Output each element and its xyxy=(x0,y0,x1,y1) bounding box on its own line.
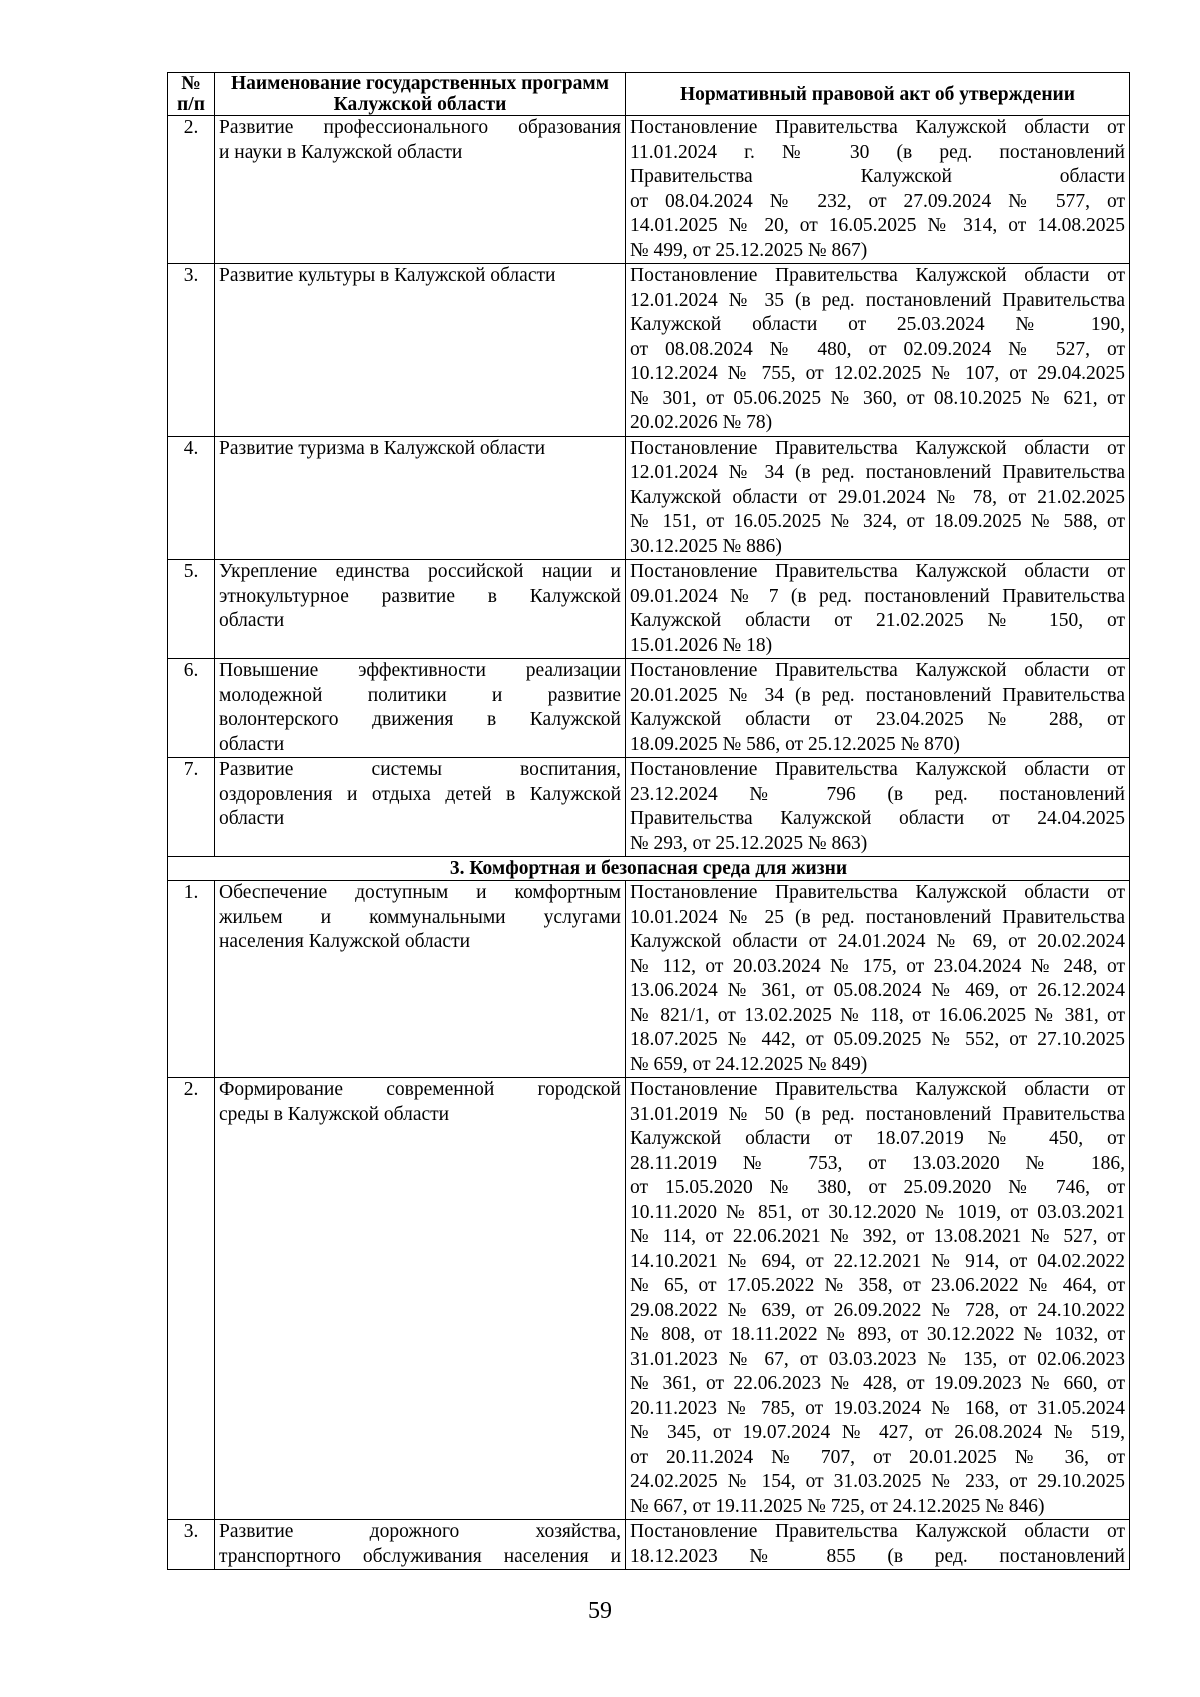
program-name-line: Развитие культуры в Калужской области xyxy=(219,265,556,286)
program-name-line: Развитие системы воспитания, xyxy=(219,759,621,780)
header-act xyxy=(626,73,1130,116)
legal-act-line: 23.12.2024 № 796 (в ред. постановлений xyxy=(630,783,1125,805)
program-name xyxy=(215,436,626,560)
table-row xyxy=(168,436,1130,560)
program-name xyxy=(215,1078,626,1520)
row-number: 2. xyxy=(168,116,215,264)
legal-act-line: 12.01.2024 № 34 (в ред. постановлений Правительства xyxy=(630,462,1125,483)
legal-act-line: 31.01.2019 № 50 (в ред. постановлений Правительства xyxy=(630,1103,1125,1125)
legal-act-line: Постановление Правительства Калужской области от xyxy=(630,1521,1125,1542)
document-page xyxy=(167,72,1129,1570)
program-name xyxy=(215,1520,626,1570)
legal-act-line: 14.01.2025 № 20, от 16.05.2025 № 314, от 14.08.2025 xyxy=(630,215,1125,236)
legal-act xyxy=(626,659,1130,758)
legal-act-line: 18.12.2023 № 855 (в ред. постановлений xyxy=(630,1545,1125,1567)
legal-act xyxy=(626,264,1130,437)
legal-act-line: Калужской области от 21.02.2025 № 150, от xyxy=(630,610,1125,631)
legal-act-line: Постановление Правительства Калужской области от xyxy=(630,561,1125,582)
legal-act-line: от 20.11.2024 № 707, от 20.01.2025 № 36, от xyxy=(630,1446,1125,1468)
legal-act-line: № 293, от 25.12.2025 № 863) xyxy=(630,832,868,854)
program-name xyxy=(215,116,626,264)
program-name xyxy=(215,758,626,857)
program-name-line: среды в Калужской области xyxy=(219,1103,450,1125)
program-name xyxy=(215,659,626,758)
legal-act-line: № 808, от 18.11.2022 № 893, от 30.12.2022 № 1032, от xyxy=(630,1324,1125,1345)
table-header-row xyxy=(168,73,1130,116)
program-name-line: населения Калужской области xyxy=(219,931,471,952)
program-name-line: транспортного обслуживания населения и xyxy=(219,1545,621,1567)
row-number: 3. xyxy=(168,264,215,437)
header-name-label: Наименование государственных программ Калужской области xyxy=(231,73,609,115)
program-name xyxy=(215,560,626,659)
legal-act xyxy=(626,881,1130,1078)
legal-act xyxy=(626,436,1130,560)
row-number: 6. xyxy=(168,659,215,758)
legal-act-line: № 151, от 16.05.2025 № 324, от 18.09.2025 № 588, от xyxy=(630,511,1125,532)
program-name xyxy=(215,881,626,1078)
program-name-line: оздоровления и отдыха детей в Калужской xyxy=(219,783,621,805)
legal-act-line: Постановление Правительства Калужской области от xyxy=(630,660,1125,681)
legal-act-line: Постановление Правительства Калужской области от xyxy=(630,265,1125,286)
legal-act-line: 20.02.2026 № 78) xyxy=(630,412,773,433)
program-name-line: области xyxy=(219,610,285,631)
table-row xyxy=(168,1520,1130,1570)
legal-act-line: 14.10.2021 № 694, от 22.12.2021 № 914, от 04.02.2022 xyxy=(630,1250,1125,1272)
program-name-line: области xyxy=(219,733,285,755)
legal-act-line: № 361, от 22.06.2023 № 428, от 19.09.2023 № 660, от xyxy=(630,1373,1125,1394)
legal-act-line: 31.01.2023 № 67, от 03.03.2023 № 135, от 02.06.2023 xyxy=(630,1348,1125,1370)
header-num xyxy=(168,73,215,116)
legal-act-line: Постановление Правительства Калужской области от xyxy=(630,759,1125,780)
program-name-line: молодежной политики и развитие xyxy=(219,684,621,706)
legal-act-line: № 345, от 19.07.2024 № 427, от 26.08.2024 № 519, xyxy=(630,1422,1125,1443)
legal-act xyxy=(626,1520,1130,1570)
row-number: 4. xyxy=(168,436,215,560)
legal-act-line: Правительства Калужской области xyxy=(630,166,1125,187)
legal-act-line: Калужской области от 29.01.2024 № 78, от 21.02.2025 xyxy=(630,486,1125,508)
header-name xyxy=(215,73,626,116)
program-name-line: жильем и коммунальными услугами xyxy=(219,906,621,928)
legal-act-line: от 15.05.2020 № 380, от 25.09.2020 № 746, от xyxy=(630,1177,1125,1198)
row-number: 2. xyxy=(168,1078,215,1520)
section-title: 3. Комфортная и безопасная среда для жизни xyxy=(168,857,1130,881)
legal-act xyxy=(626,116,1130,264)
program-name-line: Повышение эффективности реализации xyxy=(219,660,621,681)
legal-act-line: Калужской области от 24.01.2024 № 69, от 20.02.2024 xyxy=(630,931,1125,952)
legal-act-line: Правительства Калужской области от 24.04.2025 xyxy=(630,808,1125,829)
section-row xyxy=(168,857,1130,881)
legal-act-line: № 499, от 25.12.2025 № 867) xyxy=(630,239,868,261)
legal-act-line: № 659, от 24.12.2025 № 849) xyxy=(630,1053,868,1075)
legal-act-line: от 08.08.2024 № 480, от 02.09.2024 № 527, от xyxy=(630,338,1125,360)
table-body-section-header xyxy=(168,857,1130,881)
program-name-line: Развитие профессионального образования xyxy=(219,117,621,138)
legal-act-line: 10.01.2024 № 25 (в ред. постановлений Правительства xyxy=(630,906,1125,928)
legal-act-line: 24.02.2025 № 154, от 31.03.2025 № 233, от 29.10.2025 xyxy=(630,1471,1125,1492)
legal-act-line: № 667, от 19.11.2025 № 725, от 24.12.2025 № 846) xyxy=(630,1495,1045,1517)
row-number: 1. xyxy=(168,881,215,1078)
legal-act-line: № 112, от 20.03.2024 № 175, от 23.04.2024 № 248, от xyxy=(630,955,1125,977)
program-name-line: этнокультурное развитие в Калужской xyxy=(219,585,621,607)
header-act-label: Нормативный правовой акт об утверждении xyxy=(679,83,1076,105)
legal-act-line: 09.01.2024 № 7 (в ред. постановлений Правительства xyxy=(630,585,1125,607)
legal-act-line: Постановление Правительства Калужской области от xyxy=(630,1079,1125,1100)
row-number: 3. xyxy=(168,1520,215,1570)
legal-act-line: 15.01.2026 № 18) xyxy=(630,634,773,656)
legal-act-line: 28.11.2019 № 753, от 13.03.2020 № 186, xyxy=(630,1152,1125,1174)
table-row xyxy=(168,1078,1130,1520)
legal-act-line: № 821/1, от 13.02.2025 № 118, от 16.06.2025 № 381, от xyxy=(630,1004,1125,1026)
legal-act xyxy=(626,758,1130,857)
legal-act-line: № 65, от 17.05.2022 № 358, от 23.06.2022 № 464, от xyxy=(630,1275,1125,1296)
table-body-section-2 xyxy=(168,116,1130,857)
program-name-line: волонтерского движения в Калужской xyxy=(219,709,621,730)
row-number: 7. xyxy=(168,758,215,857)
table-row xyxy=(168,264,1130,437)
legal-act xyxy=(626,560,1130,659)
legal-act-line: Калужской области от 25.03.2024 № 190, xyxy=(630,314,1125,335)
legal-act-line: 18.09.2025 № 586, от 25.12.2025 № 870) xyxy=(630,733,960,755)
legal-act-line: Постановление Правительства Калужской области от xyxy=(630,437,1125,459)
legal-act-line: Калужской области от 23.04.2025 № 288, от xyxy=(630,709,1125,730)
legal-act-line: 18.07.2025 № 442, от 05.09.2025 № 552, от 27.10.2025 xyxy=(630,1029,1125,1050)
legal-act-line: 20.11.2023 № 785, от 19.03.2024 № 168, от 31.05.2024 xyxy=(630,1397,1125,1419)
table-row xyxy=(168,560,1130,659)
legal-act-line: 12.01.2024 № 35 (в ред. постановлений Правительства xyxy=(630,289,1125,311)
program-name-line: Укрепление единства российской нации и xyxy=(219,561,621,582)
legal-act-line: № 301, от 05.06.2025 № 360, от 08.10.2025 № 621, от xyxy=(630,387,1125,409)
legal-act xyxy=(626,1078,1130,1520)
program-name xyxy=(215,264,626,437)
table-row xyxy=(168,116,1130,264)
program-name-line: области xyxy=(219,808,285,829)
table-row xyxy=(168,659,1130,758)
header-num-label: № п/п xyxy=(177,73,205,115)
legal-act-line: 20.01.2025 № 34 (в ред. постановлений Правительства xyxy=(630,684,1125,706)
legal-act-line: № 114, от 22.06.2021 № 392, от 13.08.2021 № 527, от xyxy=(630,1226,1125,1247)
table-row xyxy=(168,881,1130,1078)
program-name-line: Развитие дорожного хозяйства, xyxy=(219,1521,621,1542)
legal-act-line: 10.11.2020 № 851, от 30.12.2020 № 1019, от 03.03.2021 xyxy=(630,1201,1125,1223)
row-number: 5. xyxy=(168,560,215,659)
legal-act-line: 11.01.2024 г. № 30 (в ред. постановлений xyxy=(630,141,1125,163)
table-body-section-3 xyxy=(168,881,1130,1570)
program-name-line: Обеспечение доступным и комфортным xyxy=(219,882,621,903)
legal-act-line: Постановление Правительства Калужской области от xyxy=(630,882,1125,903)
legal-act-line: Постановление Правительства Калужской области от xyxy=(630,117,1125,138)
legal-act-line: 29.08.2022 № 639, от 26.09.2022 № 728, от 24.10.2022 xyxy=(630,1299,1125,1321)
legal-act-line: 13.06.2024 № 361, от 05.08.2024 № 469, от 26.12.2024 xyxy=(630,980,1125,1001)
legal-act-line: 30.12.2025 № 886) xyxy=(630,535,782,557)
legal-act-line: 10.12.2024 № 755, от 12.02.2025 № 107, от 29.04.2025 xyxy=(630,363,1125,384)
program-name-line: Развитие туризма в Калужской области xyxy=(219,437,546,459)
program-name-line: и науки в Калужской области xyxy=(219,141,463,163)
page-number: 59 xyxy=(588,1598,612,1624)
legal-act-line: Калужской области от 18.07.2019 № 450, от xyxy=(630,1128,1125,1149)
programs-table xyxy=(167,72,1130,1570)
program-name-line: Формирование современной городской xyxy=(219,1079,621,1100)
table-row xyxy=(168,758,1130,857)
legal-act-line: от 08.04.2024 № 232, от 27.09.2024 № 577, от xyxy=(630,190,1125,212)
